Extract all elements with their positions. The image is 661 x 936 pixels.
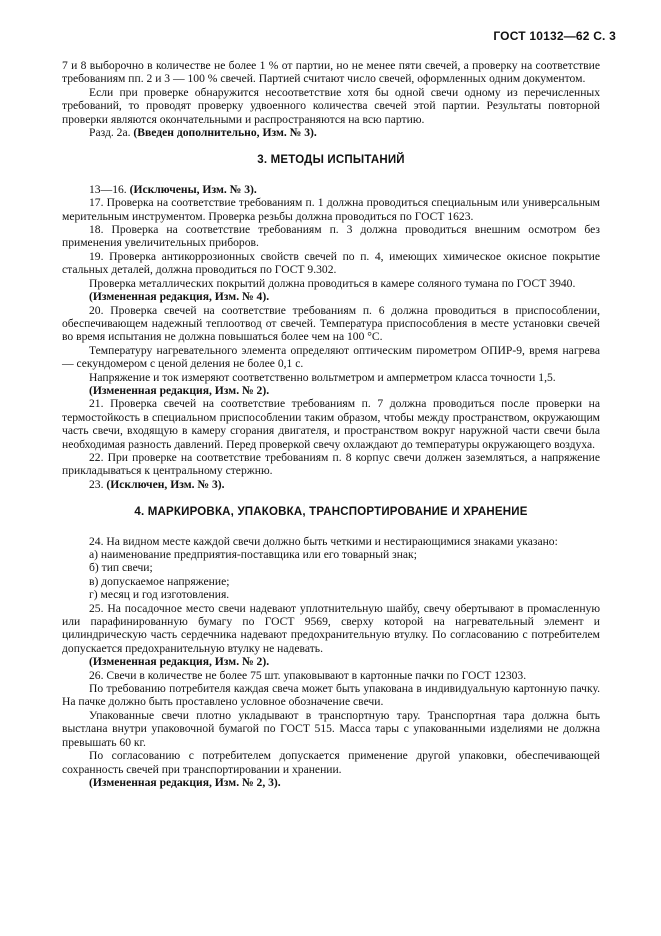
document-body	[62, 59, 600, 789]
razd-note: (Введен дополнительно, Изм. № 3).	[133, 126, 317, 140]
clause-20: 20. Проверка свечей на соответствие требованиям п. 6 должна проводиться в приспособлении, обеспечивающем надежный теплоотвод от свечей. Температура приспособления в месте установки свечей во время испытания не должна повышаться более чем на 100 °С.	[62, 303, 600, 344]
clause-20-temperature: Температуру нагревательного элемента определяют оптическим пирометром ОПИР-9, время нагрева — секундомером с ценой деления не более 0,1 с.	[62, 343, 600, 371]
edition-note-2-3: (Измененная редакция, Изм. № 2, 3).	[89, 775, 281, 789]
section-3-title: 3. МЕТОДЫ ИСПЫТАНИЙ	[257, 154, 405, 167]
clause-17: 17. Проверка на соответствие требованиям п. 1 должна проводиться специальным или универсальным мерительным инструментом. Проверка резьбы должна проводиться по ГОСТ 1623.	[62, 196, 600, 223]
edition-note-4: (Измененная редакция, Изм. № 4).	[89, 290, 270, 304]
clause-23-note: (Исключен, Изм. № 3).	[106, 477, 225, 491]
clause-13-note: (Исключены, Изм. № 3).	[129, 182, 257, 196]
page-header: ГОСТ 10132—62 С. 3	[493, 29, 616, 43]
clause-20-voltage: Напряжение и ток измеряют соответственно вольтметром и амперметром класса точности 1,5.	[89, 370, 556, 384]
list-item-b: б) тип свечи;	[89, 561, 153, 575]
clause-26: 26. Свечи в количестве не более 75 шт. упаковывают в картонные пачки по ГОСТ 12303.	[89, 668, 527, 682]
clause-26-transport: Упакованные свечи плотно укладывают в транспортную тару. Транспортная тара должна быть выстлана внутри упаковочной бумагой по ГОСТ 515. Масса тары с упакованными изделиями не должна превышать 60 кг.	[62, 708, 600, 749]
razd-2a-note	[62, 126, 600, 139]
clause-13-16	[62, 183, 600, 196]
clause-18: 18. Проверка на соответствие требованиям п. 3 должна проводиться внешним осмотром без применения увеличительных приборов.	[62, 223, 600, 250]
edition-note-2a: (Измененная редакция, Изм. № 2).	[89, 383, 270, 397]
clause-26-individual: По требованию потребителя каждая свеча может быть упакована в индивидуальную картонную пачку. На пачке должно быть проставлено условное обозначение свечи.	[62, 682, 600, 709]
razd-prefix: Разд. 2а.	[89, 126, 131, 140]
clause-23-prefix: 23.	[89, 477, 104, 491]
clause-24: 24. На видном месте каждой свечи должно быть четкими и нестирающимися знаками указано:	[89, 534, 558, 548]
clause-19-continuation: Проверка металлических покрытий должна проводиться в камере соляного тумана по ГОСТ 3940.	[89, 276, 576, 290]
intro-paragraph-2: Если при проверке обнаружится несоответствие хотя бы одной свечи одному из перечисленных требований, то проводят проверку удвоенного количества свечей этой партии. Результаты повторной проверки являются окончательными и распространяются на всю партию.	[62, 85, 600, 126]
clause-23	[62, 478, 600, 491]
list-item-a: а) наименование предприятия-поставщика или его товарный знак;	[89, 548, 417, 561]
clause-21: 21. Проверка свечей на соответствие требованиям п. 7 должна проводиться после проверки на термостойкость в специальном приспособлении таким образом, чтобы между пространством, окружающим часть свечи, входящую в камеру сгорания двигателя, и пространством вокруг наружной части свечи была необходимая разность давлений. Перед проверкой свечу охлаждают до температуры окружающего воздуха.	[62, 397, 600, 451]
intro-paragraph-1: 7 и 8 выборочно в количестве не более 1 % от партии, но не менее пяти свечей, а проверку на соответствие требованиям пп. 2 и 3 — 100 % свечей. Партией считают число свечей, оформленных одним документом.	[62, 59, 600, 86]
list-item-v: в) допускаемое напряжение;	[89, 574, 230, 588]
clause-22: 22. При проверке на соответствие требованиям п. 8 корпус свечи должен заземляться, а напряжение прикладываться к центральному стержню.	[62, 450, 600, 478]
edition-note-2b: (Измененная редакция, Изм. № 2).	[89, 655, 270, 669]
clause-25: 25. На посадочное место свечи надевают уплотнительную шайбу, свечу обертывают в промасленную или парафинированную бумагу по ГОСТ 9569, сверху которой на нагревательный элемент и цилиндрическую часть сердечника надевают предохранительную втулку. По согласованию с потребителем допускается предохранительную втулку не надевать.	[62, 601, 600, 655]
clause-26-agreement: По согласованию с потребителем допускается применение другой упаковки, обеспечивающей сохранность свечей при транспортировании и хранении.	[62, 749, 600, 776]
clause-13-prefix: 13—16.	[89, 182, 127, 196]
clause-19: 19. Проверка антикоррозионных свойств свечей по п. 4, имеющих химическое окисное покрытие стальных деталей, должна проводиться по ГОСТ 9.302.	[62, 249, 600, 277]
list-item-g: г) месяц и год изготовления.	[89, 588, 230, 602]
section-4-title: 4. МАРКИРОВКА, УПАКОВКА, ТРАНСПОРТИРОВАНИЕ И ХРАНЕНИЕ	[134, 506, 528, 519]
